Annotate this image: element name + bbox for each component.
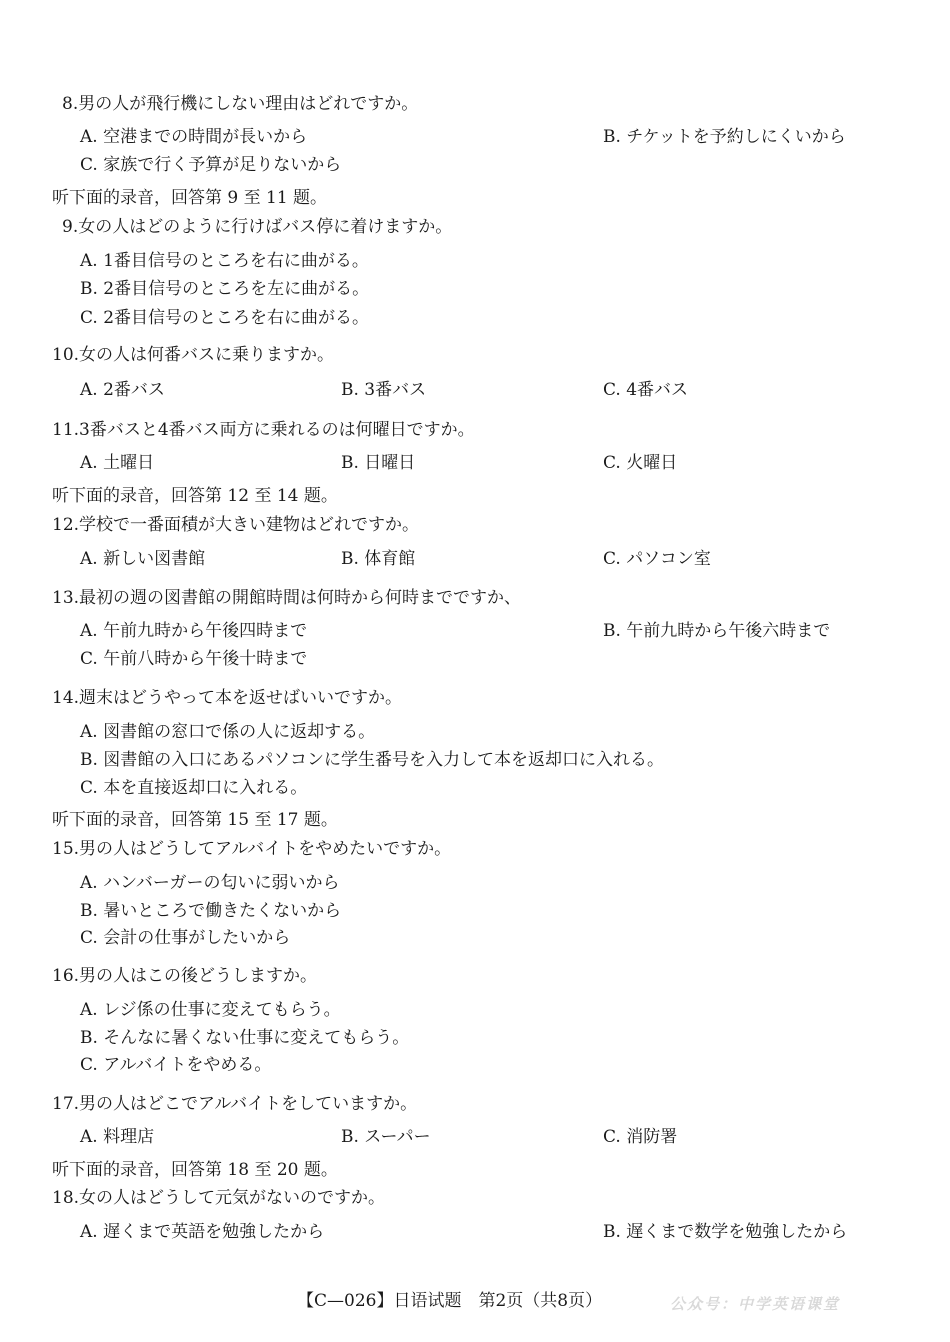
question-14-option-a: A. 図書館の窓口で係の人に返却する。 (80, 722, 376, 742)
watermark: 公众号：中学英语课堂 (670, 1295, 841, 1313)
question-17-stem: 17.男の人はどこでアルバイトをしていますか。 (52, 1094, 418, 1114)
question-8-option-a: A. 空港までの時間が長いから (80, 127, 308, 147)
question-13-option-b: B. 午前九時から午後六時まで (603, 621, 831, 641)
page-footer: 【C—026】日语试题 第2页（共8页） (297, 1291, 603, 1311)
question-12-stem: 12.学校で一番面積が大きい建物はどれですか。 (52, 515, 420, 535)
question-11-stem: 11.3番バスと4番バス両方に乗れるのは何曜日ですか。 (52, 420, 475, 440)
question-12-option-b: B. 体育館 (341, 549, 416, 569)
question-14-option-b: B. 図書館の入口にあるパソコンに学生番号を入力して本を返却口に入れる。 (80, 750, 664, 770)
question-13-option-c: C. 午前八時から午後十時まで (80, 649, 308, 669)
question-8-stem: 8.男の人が飛行機にしない理由はどれですか。 (62, 94, 419, 114)
question-18-stem: 18.女の人はどうして元気がないのですか。 (52, 1188, 386, 1208)
question-10-option-c: C. 4番バス (603, 380, 689, 400)
question-18-option-a: A. 遅くまで英語を勉強したから (80, 1222, 325, 1242)
question-16-option-b: B. そんなに暑くない仕事に変えてもらう。 (80, 1028, 410, 1048)
question-17-option-a: A. 料理店 (80, 1127, 155, 1147)
instruction-15-17: 听下面的录音，回答第 15 至 17 题。 (52, 810, 338, 830)
question-8-option-c: C. 家族で行く予算が足りないから (80, 155, 342, 175)
question-10-option-a: A. 2番バス (80, 380, 165, 400)
question-16-stem: 16.男の人はこの後どうしますか。 (52, 966, 318, 986)
question-15-option-a: A. ハンバーガーの匂いに弱いから (80, 873, 340, 893)
question-11-option-c: C. 火曜日 (603, 453, 678, 473)
question-11-option-a: A. 土曜日 (80, 453, 155, 473)
question-12-option-c: C. パソコン室 (603, 549, 711, 569)
question-11-option-b: B. 日曜日 (341, 453, 416, 473)
question-10-option-b: B. 3番バス (341, 380, 427, 400)
instruction-9-11: 听下面的录音，回答第 9 至 11 题。 (52, 188, 328, 208)
question-9-option-a: A. 1番目信号のところを右に曲がる。 (80, 251, 369, 271)
question-16-option-a: A. レジ係の仕事に変えてもらう。 (80, 1000, 341, 1020)
question-15-stem: 15.男の人はどうしてアルバイトをやめたいですか。 (52, 839, 452, 859)
question-13-option-a: A. 午前九時から午後四時まで (80, 621, 308, 641)
question-9-option-c: C. 2番目信号のところを右に曲がる。 (80, 308, 370, 328)
question-17-option-b: B. スーパー (341, 1127, 431, 1147)
question-15-option-c: C. 会計の仕事がしたいから (80, 928, 291, 948)
question-12-option-a: A. 新しい図書館 (80, 549, 206, 569)
question-9-option-b: B. 2番目信号のところを左に曲がる。 (80, 279, 370, 299)
question-13-stem: 13.最初の週の図書館の開館時間は何時から何時までですか、 (52, 588, 522, 608)
question-10-stem: 10.女の人は何番バスに乗りますか。 (52, 345, 335, 365)
question-18-option-b: B. 遅くまで数学を勉強したから (603, 1222, 848, 1242)
question-14-option-c: C. 本を直接返却口に入れる。 (80, 778, 308, 798)
instruction-12-14: 听下面的录音，回答第 12 至 14 题。 (52, 486, 338, 506)
question-16-option-c: C. アルバイトをやめる。 (80, 1055, 272, 1075)
question-14-stem: 14.週末はどうやって本を返せばいいですか。 (52, 688, 403, 708)
instruction-18-20: 听下面的录音，回答第 18 至 20 题。 (52, 1160, 338, 1180)
question-9-stem: 9.女の人はどのように行けばバス停に着けますか。 (62, 217, 453, 237)
question-17-option-c: C. 消防署 (603, 1127, 678, 1147)
question-8-option-b: B. チケットを予約しにくいから (603, 127, 846, 147)
question-15-option-b: B. 暑いところで働きたくないから (80, 901, 342, 921)
